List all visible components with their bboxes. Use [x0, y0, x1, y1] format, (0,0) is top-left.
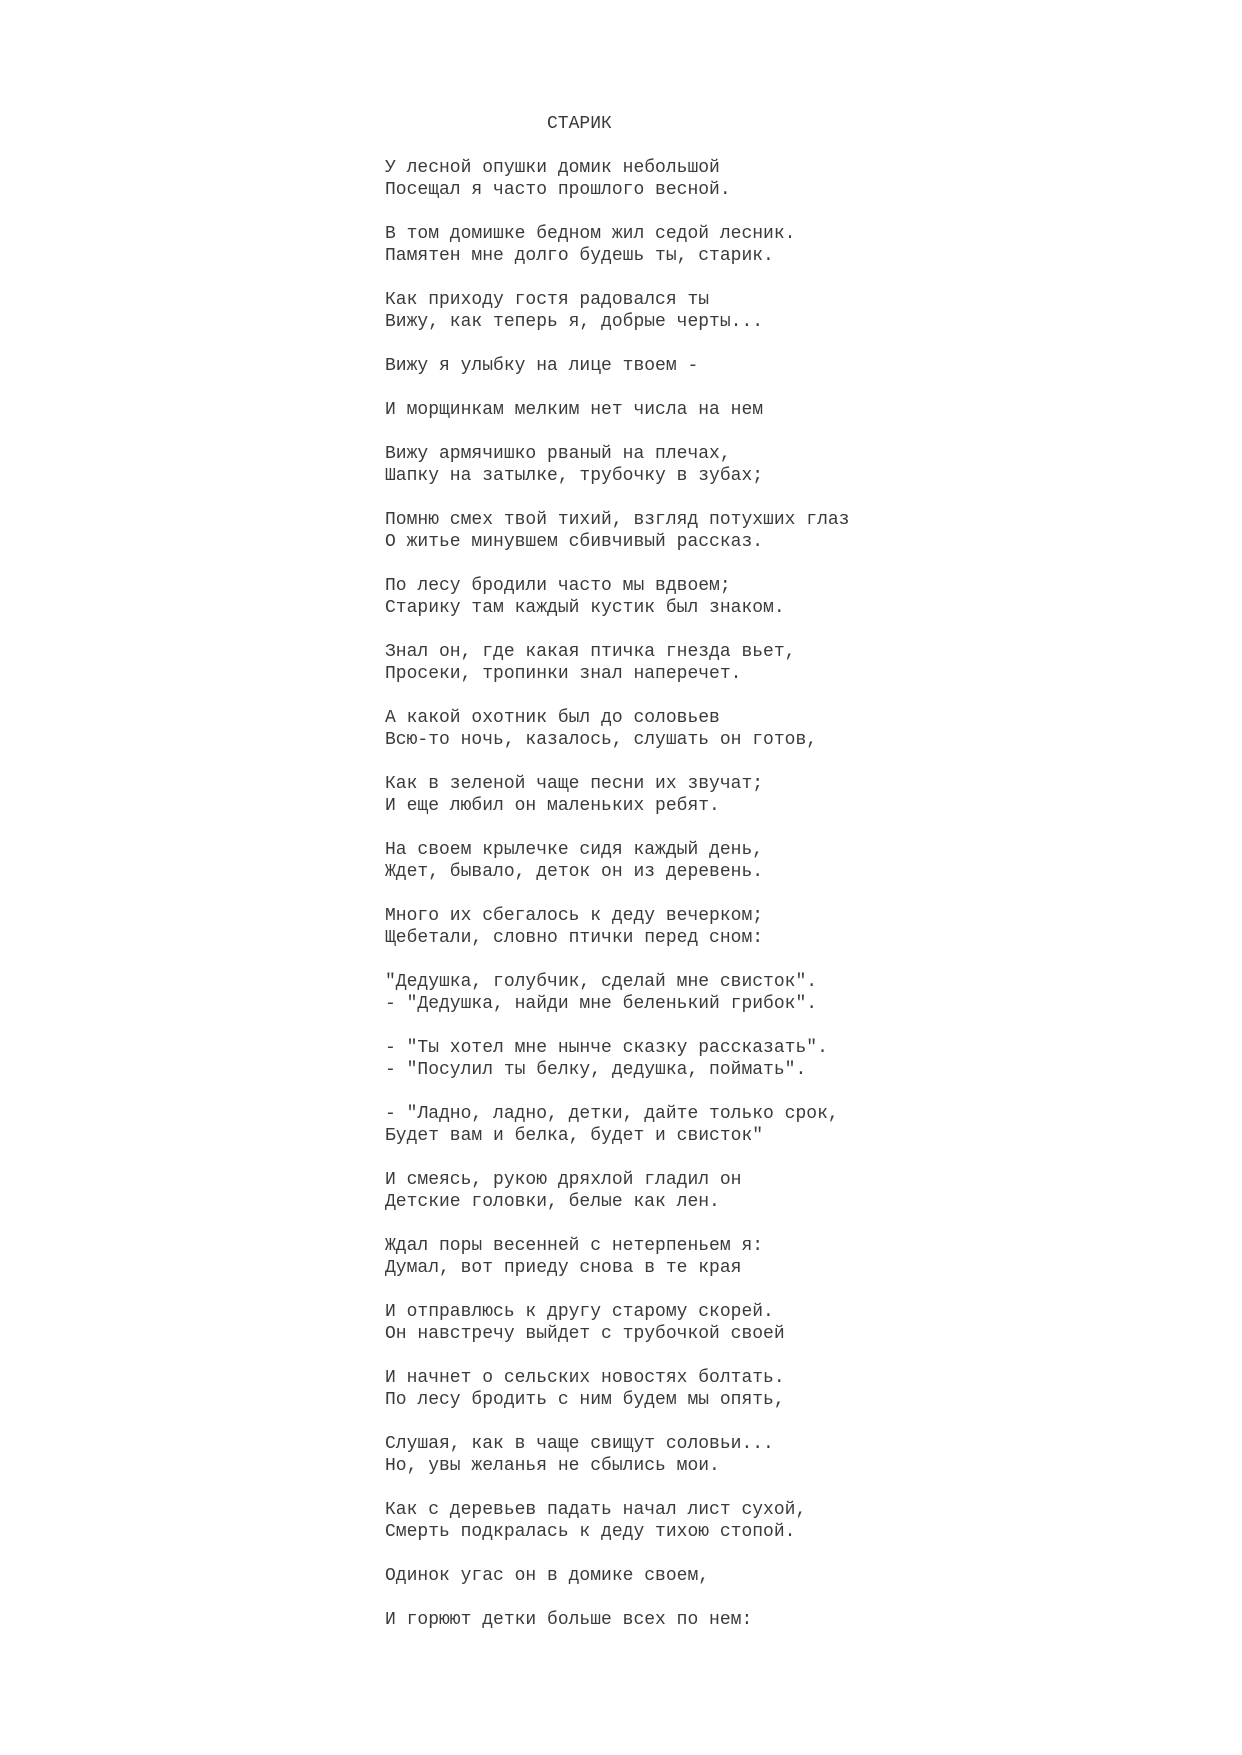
poem-line: А какой охотник был до соловьев: [385, 708, 720, 728]
stanza: [385, 575, 1185, 619]
poem-line: Как приходу гостя радовался ты: [385, 290, 710, 310]
poem-line: Одинок угас он в домике своем,: [385, 1566, 710, 1586]
stanza: [385, 905, 1185, 949]
poem-line: И еще любил он маленьких ребят.: [385, 796, 720, 816]
poem-title: СТАРИК: [547, 114, 612, 134]
poem-line: И отправлюсь к другу старому скорей.: [385, 1302, 774, 1322]
poem-line: Смерть подкралась к деду тихою стопой.: [385, 1522, 796, 1542]
poem-line: Ждал поры весенней с нетерпеньем я:: [385, 1236, 764, 1256]
poem-line: В том домишке бедном жил седой лесник.: [385, 224, 796, 244]
stanza: [385, 641, 1185, 685]
poem-line: Ждет, бывало, деток он из деревень.: [385, 862, 764, 882]
stanza: [385, 1499, 1185, 1543]
poem-line: Знал он, где какая птичка гнезда вьет,: [385, 642, 796, 662]
stanza: [385, 707, 1185, 751]
poem-line: О житье минувшем сбивчивый рассказ.: [385, 532, 764, 552]
stanza: [385, 773, 1185, 817]
stanza: [385, 443, 1185, 487]
poem-line: Вижу, как теперь я, добрые черты...: [385, 312, 764, 332]
stanza: [385, 509, 1185, 553]
poem-line: Он навстречу выйдет с трубочкой своей: [385, 1324, 785, 1344]
poem-line: Думал, вот приеду снова в те края: [385, 1258, 742, 1278]
poem-line: И морщинкам мелким нет числа на нем: [385, 400, 764, 420]
poem-line: Будет вам и белка, будет и свисток": [385, 1126, 764, 1146]
poem-body: [385, 157, 1185, 1653]
poem-line: Просеки, тропинки знал наперечет.: [385, 664, 742, 684]
stanza: [385, 289, 1185, 333]
stanza: [385, 1565, 1185, 1587]
poem-line: Вижу я улыбку на лице твоем -: [385, 356, 699, 376]
poem-line: И горюют детки больше всех по нем:: [385, 1610, 753, 1630]
poem-line: Шапку на затылке, трубочку в зубах;: [385, 466, 764, 486]
stanza: [385, 223, 1185, 267]
stanza: [385, 1433, 1185, 1477]
poem-line: По лесу бродили часто мы вдвоем;: [385, 576, 731, 596]
poem-line: Вижу армячишко рваный на плечах,: [385, 444, 731, 464]
poem-line: Но, увы желанья не сбылись мои.: [385, 1456, 720, 1476]
poem-line: "Дедушка, голубчик, сделай мне свисток".: [385, 972, 818, 992]
stanza: [385, 1169, 1185, 1213]
stanza: [385, 157, 1185, 201]
stanza: [385, 971, 1185, 1015]
poem-line: - "Дедушка, найди мне беленький грибок".: [385, 994, 818, 1014]
poem-line: Как в зеленой чаще песни их звучат;: [385, 774, 764, 794]
poem-line: По лесу бродить с ним будем мы опять,: [385, 1390, 785, 1410]
stanza: [385, 1301, 1185, 1345]
poem-line: Как с деревьев падать начал лист сухой,: [385, 1500, 807, 1520]
poem-line: - "Посулил ты белку, дедушка, поймать".: [385, 1060, 807, 1080]
stanza: [385, 1103, 1185, 1147]
stanza: [385, 839, 1185, 883]
poem-line: Детские головки, белые как лен.: [385, 1192, 720, 1212]
stanza: [385, 1235, 1185, 1279]
poem-line: Памятен мне долго будешь ты, старик.: [385, 246, 774, 266]
poem-line: Помню смех твой тихий, взгляд потухших глаз: [385, 510, 850, 530]
poem-line: Всю-то ночь, казалось, слушать он готов,: [385, 730, 818, 750]
stanza: [385, 1609, 1185, 1631]
poem-line: И смеясь, рукою дряхлой гладил он: [385, 1170, 742, 1190]
poem-line: У лесной опушки домик небольшой: [385, 158, 720, 178]
poem-line: - "Ты хотел мне нынче сказку рассказать".: [385, 1038, 828, 1058]
stanza: [385, 1367, 1185, 1411]
poem-line: - "Ладно, ладно, детки, дайте только срок,: [385, 1104, 839, 1124]
poem-line: Много их сбегалось к деду вечерком;: [385, 906, 764, 926]
poem-line: Щебетали, словно птички перед сном:: [385, 928, 764, 948]
stanza: [385, 399, 1185, 421]
stanza: [385, 355, 1185, 377]
poem-line: Посещал я часто прошлого весной.: [385, 180, 731, 200]
poem-line: Слушая, как в чаще свищут соловьи...: [385, 1434, 774, 1454]
poem-line: И начнет о сельских новостях болтать.: [385, 1368, 785, 1388]
poem-line: Старику там каждый кустик был знаком.: [385, 598, 785, 618]
poem-line: На своем крылечке сидя каждый день,: [385, 840, 764, 860]
stanza: [385, 1037, 1185, 1081]
